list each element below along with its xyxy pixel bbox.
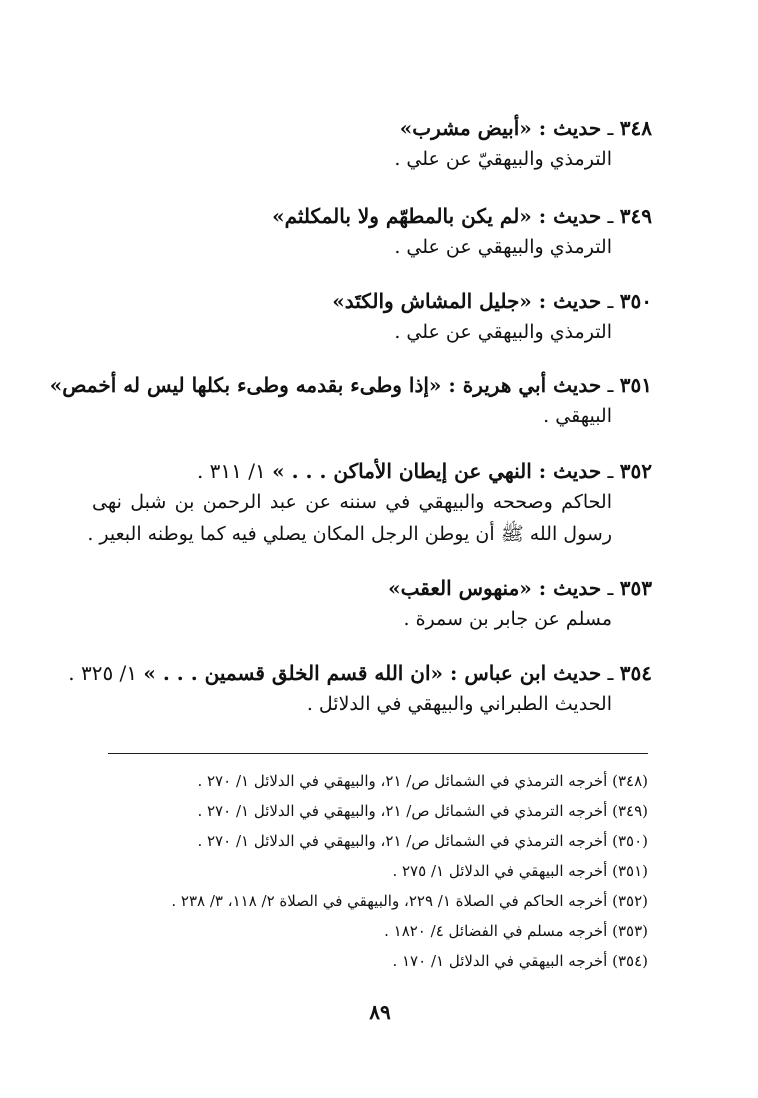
footnote-354: (٣٥٤) أخرجه البيهقي في الدلائل ١/ ١٧٠ . — [392, 952, 648, 970]
footnote-351: (٣٥١) أخرجه البيهقي في الدلائل ١/ ٢٧٥ . — [392, 862, 648, 880]
hadith-entry-351 — [50, 370, 652, 432]
entry-source-line-2: رسول الله ﷺ أن يوطن الرجل المكان يصلي فيه كما يوطنه البعير . — [87, 523, 612, 545]
hadith-entry-352 — [87, 456, 652, 550]
footnotes — [88, 766, 648, 976]
entry-separator: ـ — [601, 116, 620, 140]
entry-number: ٣٤٩ — [619, 204, 652, 228]
entry-label: حديث : — [531, 576, 602, 600]
entry-label: حديث : — [531, 459, 602, 483]
hadith-entry-349 — [272, 201, 652, 263]
footnote-353: (٣٥٣) أخرجه مسلم في الفضائل ٤/ ١٨٢٠ . — [384, 922, 648, 940]
entry-source: مسلم عن جابر بن سمرة . — [403, 608, 612, 630]
entry-tail: ١/ ٣١١ . — [196, 459, 273, 483]
entry-heading — [332, 286, 652, 316]
hadith-text: «أبيض مشرب» — [399, 116, 532, 140]
hadith-entry-348 — [394, 113, 652, 175]
entry-number: ٣٥٢ — [619, 459, 652, 483]
footnote-352: (٣٥٢) أخرجه الحاكم في الصلاة ١/ ٢٢٩، والبيهقي في الصلاة ٢/ ١١٨، ٣/ ٢٣٨ . — [171, 892, 648, 910]
hadith-text: «جليل المشاش والكتَد» — [332, 289, 532, 313]
hadith-text: «إذا وطىء بقدمه وطىء بكلها ليس له أخمص» — [49, 373, 442, 397]
entry-label: حديث : — [531, 289, 602, 313]
entry-number: ٣٥٠ — [619, 289, 652, 313]
hadith-text: «لم يكن بالمطهّم ولا بالمكلثم» — [272, 204, 532, 228]
entry-number: ٣٥٤ — [619, 661, 652, 685]
entry-source: الحديث الطبراني والبيهقي في الدلائل . — [306, 693, 612, 715]
footnote-349: (٣٤٩) أخرجه الترمذي في الشمائل ص/ ٢١، والبيهقي في الدلائل ١/ ٢٧٠ . — [197, 802, 648, 820]
hadith-text: «ان الله قسم الخلق قسمين . . . » — [143, 661, 444, 685]
entry-heading — [68, 658, 652, 688]
hadith-text: النهي عن إيطان الأماكن . . . » — [272, 459, 532, 483]
entry-heading — [272, 201, 652, 231]
entry-heading — [394, 113, 652, 143]
entry-separator: ـ — [601, 661, 620, 685]
entry-heading — [50, 370, 652, 400]
entry-separator: ـ — [601, 373, 620, 397]
entry-separator: ـ — [601, 576, 620, 600]
entry-number: ٣٤٨ — [619, 116, 652, 140]
footnote-348: (٣٤٨) أخرجه الترمذي في الشمائل ص/ ٢١، والبيهقي في الدلائل ١/ ٢٧٠ . — [197, 772, 648, 790]
hadith-entry-353 — [388, 573, 652, 635]
hadith-entry-350 — [332, 286, 652, 348]
entry-source: البيهقي . — [543, 405, 612, 427]
entry-heading — [92, 456, 652, 486]
entry-separator: ـ — [601, 459, 620, 483]
entry-separator: ـ — [601, 289, 620, 313]
entry-heading — [388, 573, 652, 603]
footnote-divider — [108, 753, 648, 754]
page-number: ٨٩ — [369, 1000, 391, 1024]
entry-label: حديث : — [531, 116, 602, 140]
entry-number: ٣٥١ — [619, 373, 652, 397]
entry-number: ٣٥٣ — [619, 576, 652, 600]
entry-separator: ـ — [601, 204, 620, 228]
entry-label: حديث أبي هريرة : — [441, 373, 602, 397]
entry-source: الترمذي والبيهقيّ عن علي . — [394, 148, 612, 170]
entry-label: حديث ابن عباس : — [443, 661, 602, 685]
entry-tail: ١/ ٣٢٥ . — [68, 661, 144, 685]
entry-source: الترمذي والبيهقي عن علي . — [394, 236, 612, 258]
entry-source: الترمذي والبيهقي عن علي . — [394, 321, 612, 343]
entry-label: حديث : — [531, 204, 602, 228]
entry-source-line-1: الحاكم وصححه والبيهقي في سننه عن عبد الرحمن بن شبل نهى — [92, 491, 612, 513]
hadith-text: «منهوس العقب» — [388, 576, 532, 600]
footnote-350: (٣٥٠) أخرجه الترمذي في الشمائل ص/ ٢١، والبيهقي في الدلائل ١/ ٢٧٠ . — [197, 832, 648, 850]
hadith-entry-354 — [68, 658, 652, 720]
